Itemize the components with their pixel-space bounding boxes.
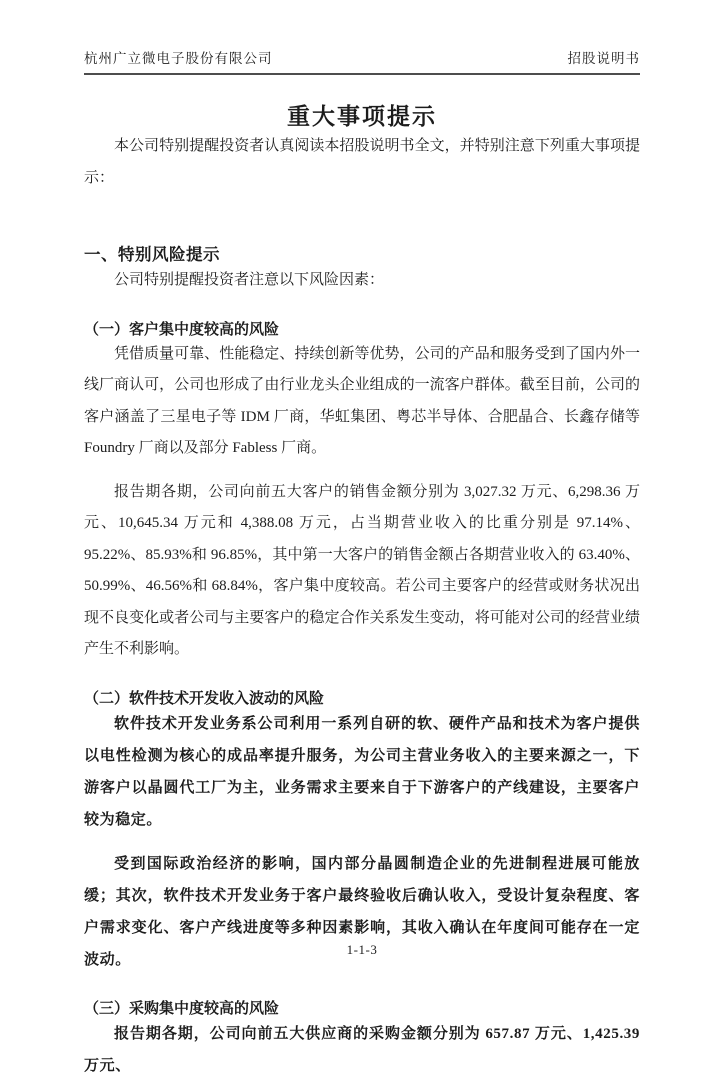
risk-heading-procurement-concentration: （三）采购集中度较高的风险 <box>84 1000 280 1017</box>
header-company-name: 杭州广立微电子股份有限公司 <box>84 51 273 66</box>
page-number: 1-1-3 <box>346 942 378 957</box>
risk-paragraph: 凭借质量可靠、性能稳定、持续创新等优势，公司的产品和服务受到了国内外一线厂商认可，公司也形成了由行业龙头企业组成的一流客户群体。截至目前，公司的客户涵盖了三星电子等 IDM 厂商，华虹集团、粤芯半导体、合肥晶合、长鑫存储等 Foundry 厂商以及部分 Fabless 厂商。 <box>84 345 640 456</box>
risk-heading-customer-concentration: （一）客户集中度较高的风险 <box>84 321 280 338</box>
intro-paragraph: 本公司特别提醒投资者认真阅读本招股说明书全文，并特别注意下列重大事项提示： <box>84 138 640 186</box>
page-title: 重大事项提示 <box>287 104 437 129</box>
section-heading-special-risks: 一、特别风险提示 <box>84 245 220 264</box>
page-footer <box>0 942 724 958</box>
risk-paragraph-emphasis: 软件技术开发业务系公司利用一系列自研的软、硬件产品和技术为客户提供以电性检测为核心的成品率提升服务，为公司主营业务收入的主要来源之一，下游客户以晶圆代工厂为主，业务需求主要来自于下游客户的产线建设，主要客户较为稳定。 <box>84 715 640 828</box>
section-lead-paragraph: 公司特别提醒投资者注意以下风险因素： <box>114 272 385 288</box>
risk-paragraph-emphasis: 报告期各期，公司向前五大供应商的采购金额分别为 657.87 万元、1,425.39 万元、 <box>84 1025 640 1074</box>
page-header <box>84 47 640 75</box>
page-content <box>84 92 640 1082</box>
header-doc-type: 招股说明书 <box>567 51 640 66</box>
risk-paragraph: 报告期各期，公司向前五大客户的销售金额分别为 3,027.32 万元、6,298.36 万元、10,645.34 万元和 4,388.08 万元，占当期营业收入的比重分别是 97.14%、95.22%、85.93%和 96.85%，其中第一大客户的销售金额占各期营业收入的 63.40%、50.99%、46.56%和 68.84%，客户集中度较高。若公司主要客户的经营或财务状况出现不良变化或者公司与主要客户的稳定合作关系发生变动，将可能对公司的经营业绩产生不利影响。 <box>84 483 640 657</box>
risk-heading-software-revenue-fluctuation: （二）软件技术开发收入波动的风险 <box>84 690 325 707</box>
risk-paragraph-emphasis: 受到国际政治经济的影响，国内部分晶圆制造企业的先进制程进展可能放缓；其次，软件技术开发业务于客户最终验收后确认收入，受设计复杂程度、客户需求变化、客户产线进度等多种因素影响，其收入确认在年度间可能存在一定波动。 <box>84 855 640 968</box>
